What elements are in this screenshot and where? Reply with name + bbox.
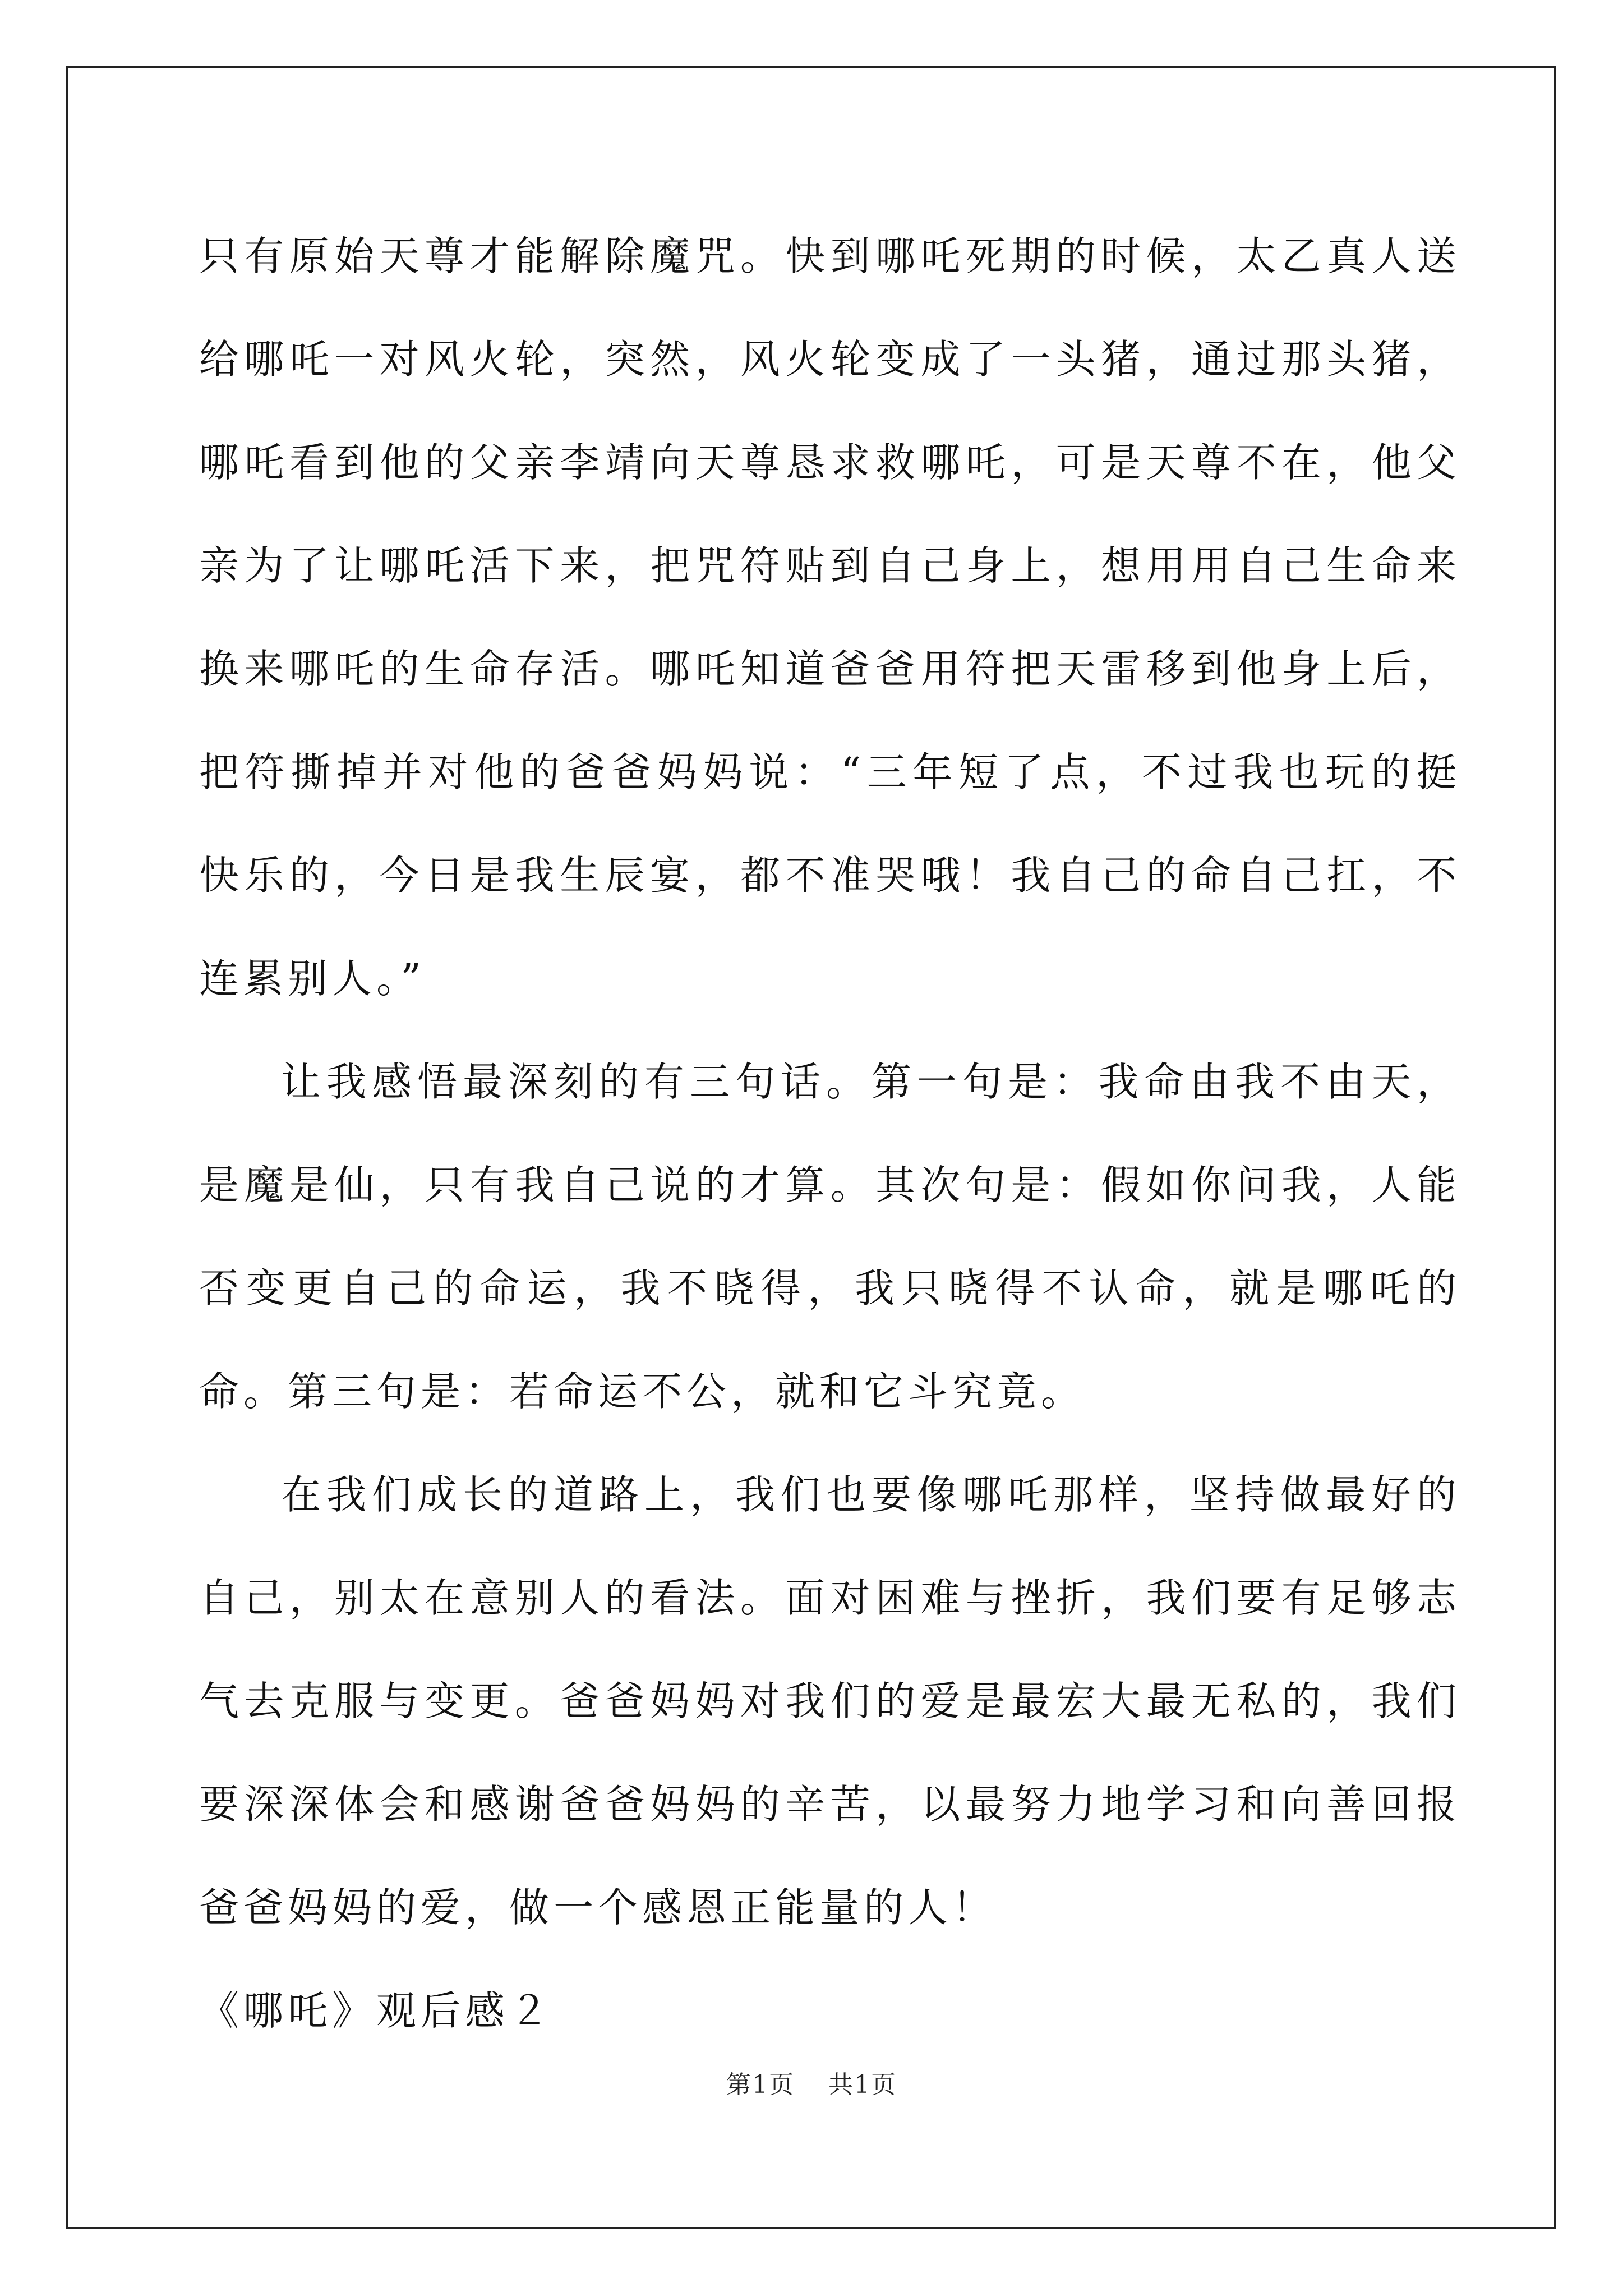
page-footer	[0, 2064, 1623, 2100]
section-heading: 《哪吒》观后感２	[199, 1987, 554, 2034]
page-number-total: 共1页	[828, 2070, 897, 2099]
document-body	[199, 205, 1461, 2063]
paragraph-2: 让我感悟最深刻的有三句话。第一句是：我命由我不由天，是魔是仙，只有我自己说的才算。其次句是：假如你问我，人能否变更自己的命运，我不晓得，我只晓得不认命，就是哪吒的命。第三句是：若命运不公，就和它斗究竟。	[199, 1059, 1461, 1415]
paragraph-3: 在我们成长的道路上，我们也要像哪吒那样，坚持做最好的自己，别太在意别人的看法。面对困难与挫折，我们要有足够志气去克服与变更。爸爸妈妈对我们的爱是最宏大最无私的，我们要深深体会和感谢爸爸妈妈的辛苦，以最努力地学习和向善回报爸爸妈妈的爱，做一个感恩正能量的人！	[199, 1471, 1461, 1931]
paragraph-1: 只有原始天尊才能解除魔咒。快到哪吒死期的时候，太乙真人送给哪吒一对风火轮，突然，风火轮变成了一头猪，通过那头猪，哪吒看到他的父亲李靖向天尊恳求救哪吒，可是天尊不在，他父亲为了让哪吒活下来，把咒符贴到自己身上，想用用自己生命来换来哪吒的生命存活。哪吒知道爸爸用符把天雷移到他身上后，把符撕掉并对他的爸爸妈妈说：“三年短了点，不过我也玩的挺快乐的，今日是我生辰宴，都不准哭哦！我自己的命自己扛，不连累别人。”	[199, 233, 1461, 1002]
page-number-current: 第1页	[726, 2070, 795, 2099]
